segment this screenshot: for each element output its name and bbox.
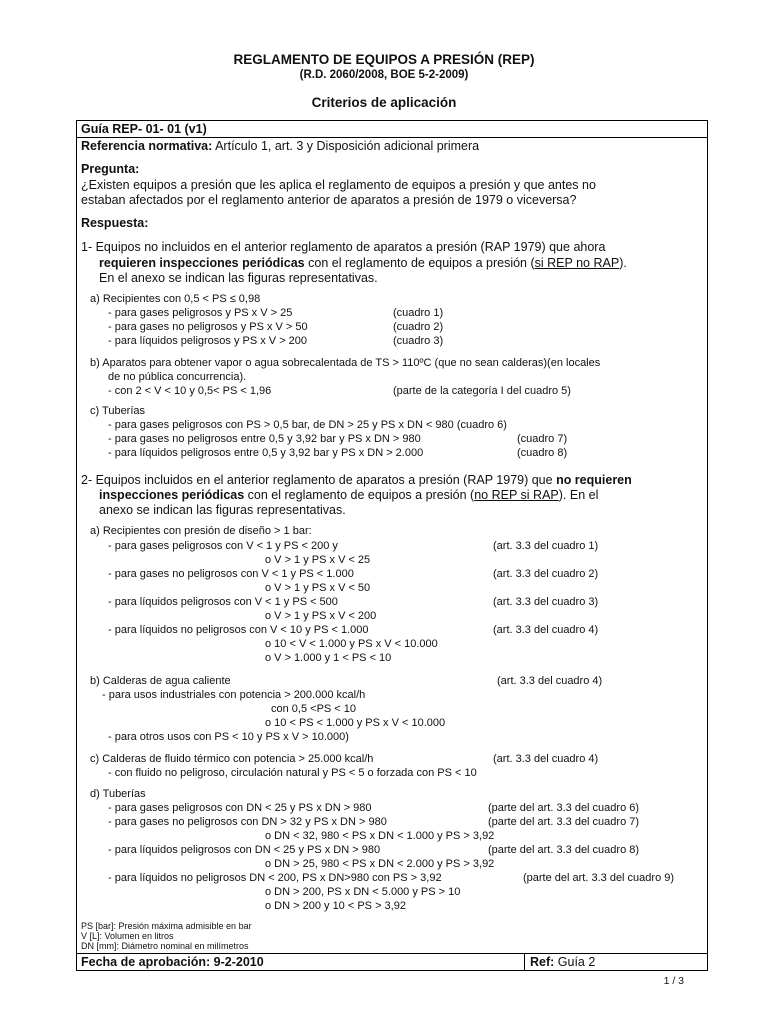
list-ref: (cuadro 8) [517,447,568,459]
list-item: con 0,5 <PS < 10 [271,703,357,715]
answer-label: Respuesta: [81,216,149,230]
list-item: - con fluido no peligroso, circulación natural y PS < 5 o forzada con PS < 10 [108,767,477,779]
list-item: d) Tuberías [90,788,146,800]
list-item: o V > 1 y PS x V < 50 [265,582,371,594]
list-ref: (parte del art. 3.3 del cuadro 8) [488,844,640,856]
footer-ref-value: Guía 2 [554,955,596,969]
part1-heading: En el anexo se indican las figuras representativas. [99,271,378,285]
list-ref: (parte del art. 3.3 del cuadro 7) [488,816,640,828]
list-ref: (cuadro 7) [517,433,568,445]
list-ref: (cuadro 1) [393,307,444,319]
list-item: c) Tuberías [90,405,146,417]
reference-line [81,139,479,153]
body-text: ). [619,256,627,270]
list-ref: (art. 3.3 del cuadro 2) [493,568,599,580]
list-ref: (art. 3.3 del cuadro 4) [493,624,599,636]
part2-heading: anexo se indican las figuras representativas. [99,503,346,517]
list-ref: (art. 3.3 del cuadro 4) [497,675,603,687]
list-ref: (parte del art. 3.3 del cuadro 9) [523,872,675,884]
list-item: - para gases peligrosos con DN < 25 y PS x DN > 980 [108,802,372,814]
list-item: - para otros usos con PS < 10 y PS x V > 10.000) [108,731,349,743]
list-ref: (art. 3.3 del cuadro 1) [493,540,599,552]
guide-id: Guía REP- 01- 01 (v1) [81,122,207,136]
list-ref: (cuadro 3) [393,335,444,347]
list-item: - para gases peligrosos y PS x V > 25 [108,307,293,319]
footer-ref [530,955,595,969]
underlined-text: no REP si RAP [474,488,559,502]
legend-item: V [L]: Volumen en litros [81,931,174,941]
underlined-text: si REP no RAP [534,256,620,270]
list-item: a) Recipientes con 0,5 < PS ≤ 0,98 [90,293,261,305]
list-item: - para líquidos peligrosos entre 0,5 y 3,92 bar y PS x DN > 2.000 [108,447,424,459]
list-item: a) Recipientes con presión de diseño > 1 bar: [90,525,312,537]
approval-date: Fecha de aprobación: 9-2-2010 [81,955,264,969]
list-item: - para líquidos peligrosos y PS x V > 200 [108,335,308,347]
part1-heading: 1- Equipos no incluidos en el anterior reglamento de aparatos a presión (RAP 1979) que ahora [81,240,606,254]
list-item: - para gases peligrosos con V < 1 y PS < 200 y [108,540,338,552]
emphasis-text: requieren inspecciones periódicas [99,256,305,270]
emphasis-text: inspecciones periódicas [99,488,245,502]
list-item: o DN < 32, 980 < PS x DN < 1.000 y PS > 3,92 [265,830,495,842]
question-text: ¿Existen equipos a presión que les aplica el reglamento de equipos a presión y que antes no [81,178,596,192]
list-item: - para líquidos no peligrosos DN < 200, PS x DN>980 con PS > 3,92 [108,872,442,884]
footer-ref-label: Ref: [530,955,555,969]
reference-value: Artículo 1, art. 3 y Disposición adicional primera [212,139,480,153]
list-ref: (art. 3.3 del cuadro 4) [493,753,599,765]
legend-item: DN [mm]: Diámetro nominal en milímetros [81,941,249,951]
divider [77,953,707,954]
question-label: Pregunta: [81,162,140,176]
list-item: o V > 1 y PS x V < 200 [265,610,377,622]
list-ref: (cuadro 2) [393,321,444,333]
list-item: b) Aparatos para obtener vapor o agua sobrecalentada de TS > 110ºC (que no sean calderas)(en locales [90,357,601,369]
list-item: - para líquidos peligrosos con DN < 25 y PS x DN > 980 [108,844,381,856]
list-ref: (art. 3.3 del cuadro 3) [493,596,599,608]
list-item: c) Calderas de fluido térmico con potencia > 25.000 kcal/h [90,753,374,765]
list-item: - para gases no peligrosos y PS x V > 50 [108,321,308,333]
list-item: de no pública concurrencia). [108,371,247,383]
list-item: o V > 1 y PS x V < 25 [265,554,371,566]
list-item: - con 2 < V < 10 y 0,5< PS < 1,96 [108,385,272,397]
document-title: REGLAMENTO DE EQUIPOS A PRESIÓN (REP) [233,52,535,67]
list-item: - para gases no peligrosos entre 0,5 y 3,92 bar y PS x DN > 980 [108,433,421,445]
body-text: con el reglamento de equipos a presión ( [304,256,535,270]
guide-frame [76,120,708,971]
document-subtitle: (R.D. 2060/2008, BOE 5-2-2009) [299,69,469,81]
part2-heading [81,473,632,487]
part2-heading [99,488,598,502]
divider [524,953,525,971]
list-item: - para líquidos peligrosos con V < 1 y PS < 500 [108,596,338,608]
list-item: o 10 < PS < 1.000 y PS x V < 10.000 [265,717,446,729]
list-item: - para gases no peligrosos con DN > 32 y PS x DN > 980 [108,816,387,828]
list-item: - para gases no peligrosos con V < 1 y PS < 1.000 [108,568,354,580]
list-item: o DN > 200 y 10 < PS > 3,92 [265,900,406,912]
section-title: Criterios de aplicación [311,95,457,110]
list-item: - para usos industriales con potencia > 200.000 kcal/h [102,689,366,701]
part1-heading [99,256,627,270]
list-item: o DN > 200, PS x DN < 5.000 y PS > 10 [265,886,461,898]
reference-label: Referencia normativa: [81,139,213,153]
body-text: con el reglamento de equipos a presión ( [244,488,475,502]
divider [77,137,707,138]
list-item: o V > 1.000 y 1 < PS < 10 [265,652,392,664]
emphasis-text: no requieren [556,473,632,487]
list-item: - para líquidos no peligrosos con V < 10 y PS < 1.000 [108,624,369,636]
body-text: ). En el [558,488,599,502]
list-item: o 10 < V < 1.000 y PS x V < 10.000 [265,638,438,650]
list-item: - para gases peligrosos con PS > 0,5 bar, de DN > 25 y PS x DN < 980 (cuadro 6) [108,419,507,431]
list-ref: (parte de la categoría I del cuadro 5) [393,385,571,397]
list-item: b) Calderas de agua caliente [90,675,231,687]
page-number: 1 / 3 [663,975,684,987]
list-ref: (parte del art. 3.3 del cuadro 6) [488,802,640,814]
list-item: o DN > 25, 980 < PS x DN < 2.000 y PS > 3,92 [265,858,495,870]
legend-item: PS [bar]: Presión máxima admisible en bar [81,921,252,931]
body-text: 2- Equipos incluidos en el anterior reglamento de aparatos a presión (RAP 1979) que [81,473,557,487]
question-text: estaban afectados por el reglamento anterior de aparatos a presión de 1979 o viceversa? [81,193,577,207]
